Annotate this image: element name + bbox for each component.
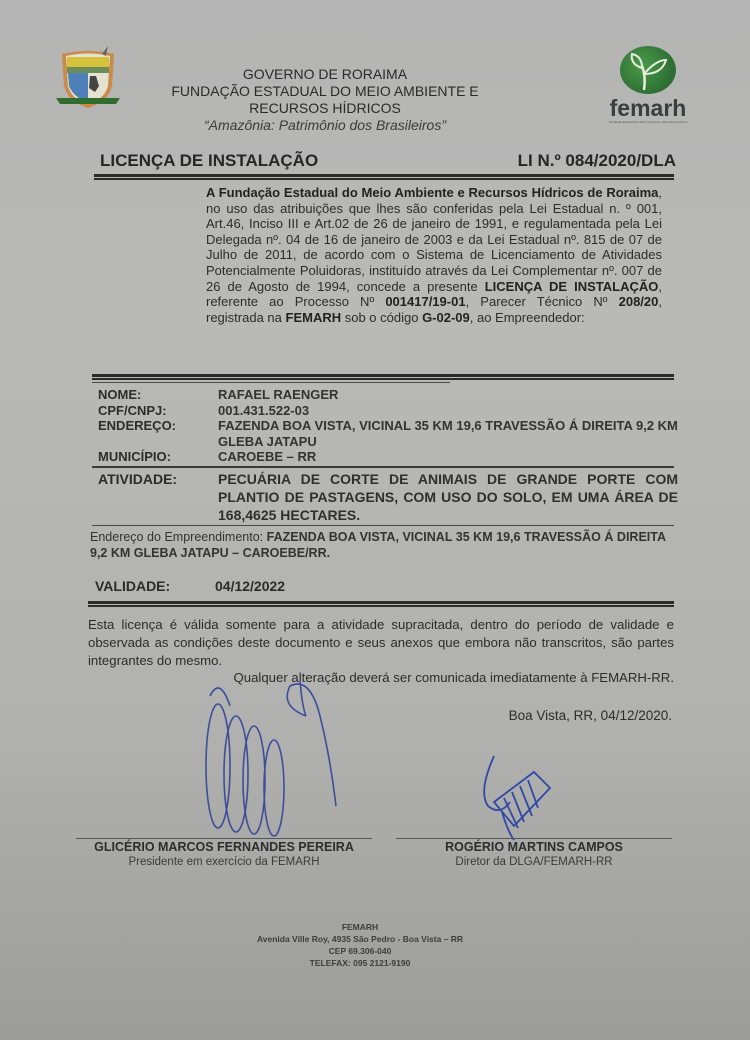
femarh-logo	[596, 46, 700, 130]
site-address	[90, 530, 666, 561]
org-line: GOVERNO DE RORAIMA	[242, 66, 408, 82]
intro-text: , no uso das atribuições que lhes são conferidas pela Lei Estadual n. º 001, Art.46, Inciso III e Art.02 de 26 de janeiro de 1991, e regulamentada pela Lei Delegada nº. 04 de 16 de janeiro de 2003 e da Lei Estadual nº. 815 de 07 de Julho de 2011, de acordo com o Sistema de Licenciamento de Atividades Potencialmente Poluidoras, instituído através da Lei Complementar nº. 007 de 26 de Agosto de 1994, concede a presente	[206, 185, 662, 294]
intro-text: , registrada na	[206, 294, 662, 325]
footer-line: CEP 69.306-040	[328, 946, 392, 956]
entrepreneur-fields	[98, 387, 678, 465]
footer-line: Avenida Ville Roy, 4935 São Pedro - Boa Vista – RR	[256, 934, 464, 944]
field-label: MUNICÍPIO:	[98, 449, 171, 464]
intro-paragraph	[206, 185, 662, 325]
field-label: ATIVIDADE:	[98, 471, 178, 487]
logo-tagline: Fundação Estadual do Meio Ambiente e Recursos Hídricos	[608, 120, 688, 124]
field-name	[98, 387, 678, 403]
field-value: 001.431.522-03	[218, 402, 310, 418]
validity-label: VALIDADE:	[95, 578, 171, 594]
field-value: FAZENDA BOA VISTA, VICINAL 35 KM 19,6 TRAVESSÃO Á DIREITA 9,2 KM GLEBA JATAPU	[218, 418, 678, 449]
signer-role: Presidente em exercício da FEMARH	[128, 856, 320, 868]
fields-top-divider	[92, 374, 674, 380]
footer-line: FEMARH	[341, 922, 379, 932]
field-cpf-cnpj	[98, 403, 678, 419]
signer-director	[396, 840, 672, 868]
validity-date: 04/12/2022	[215, 578, 286, 594]
validity-notice: Esta licença é válida somente para a atividade supracitada, dentro do período de validade e observada as condições deste documento e seus anexos que embora não transcritos, são partes integrantes do mesmo.	[88, 617, 674, 668]
intro-lead: A Fundação Estadual do Meio Ambiente e Recursos Hídricos de Roraima	[206, 185, 659, 200]
field-value: RAFAEL RAENGER	[218, 387, 339, 402]
footer-address	[200, 921, 520, 969]
signature-line-director	[396, 838, 672, 839]
signature-director-icon	[474, 752, 564, 842]
field-value: CAROEBE – RR	[218, 449, 317, 464]
document-title-row	[100, 151, 676, 171]
site-address-label: Endereço do Empreendimento:	[90, 530, 264, 544]
signer-role: Diretor da DLGA/FEMARH-RR	[455, 856, 613, 868]
field-address	[98, 418, 678, 449]
organization-heading	[140, 66, 510, 134]
field-value: PECUÁRIA DE CORTE DE ANIMAIS DE GRANDE PORTE COM PLANTIO DE PASTAGENS, COM USO DO SOLO, EM UMA ÁREA DE 168,4625 HECTARES.	[218, 471, 678, 523]
registration-code: G-02-09	[422, 309, 470, 325]
technical-opinion-number: 208/20	[618, 294, 659, 310]
fields-sub-divider	[92, 382, 450, 383]
motto: “Amazônia: Patrimônio dos Brasileiros”	[204, 117, 446, 133]
activity-top-divider	[92, 466, 674, 468]
validity	[95, 578, 285, 594]
field-label: CPF/CNPJ:	[98, 402, 167, 418]
signature-president-icon	[190, 676, 360, 846]
signer-name: GLICÉRIO MARCOS FERNANDES PEREIRA	[94, 840, 354, 854]
validity-divider	[88, 601, 674, 607]
title-divider	[94, 174, 674, 180]
document-title: LICENÇA DE INSTALAÇÃO	[100, 151, 319, 170]
field-municipality	[98, 449, 678, 465]
intro-text: , Parecer Técnico Nº	[465, 294, 619, 310]
activity-bottom-divider	[92, 525, 674, 526]
signer-name: ROGÉRIO MARTINS CAMPOS	[445, 840, 623, 854]
femarh-leaf-logo-icon	[620, 46, 676, 94]
intro-text: sob o código	[341, 309, 423, 325]
place-and-date: Boa Vista, RR, 04/12/2020.	[508, 708, 672, 723]
roraima-coat-of-arms-icon	[52, 46, 124, 116]
org-line: FUNDAÇÃO ESTADUAL DO MEIO AMBIENTE E	[171, 83, 479, 99]
site-address-value: FAZENDA BOA VISTA, VICINAL 35 KM 19,6 TRAVESSÃO Á DIREITA 9,2 KM GLEBA JATAPU – CAROEBE/RR.	[90, 530, 666, 560]
org-line: RECURSOS HÍDRICOS	[249, 100, 401, 116]
agency-name: FEMARH	[285, 309, 342, 325]
license-number: LI N.º 084/2020/DLA	[517, 151, 676, 170]
intro-text: , ao Empreendedor:	[469, 309, 585, 325]
change-notice: Qualquer alteração deverá ser comunicada imediatamente à FEMARH-RR.	[233, 670, 674, 685]
field-label: ENDEREÇO:	[98, 418, 177, 433]
logo-wordmark: femarh	[609, 95, 687, 121]
field-activity	[98, 470, 678, 524]
field-label: NOME:	[98, 387, 142, 402]
process-number: 001417/19-01	[385, 294, 466, 310]
intro-text: , referente ao Processo Nº	[206, 278, 662, 310]
signature-line-president	[76, 838, 372, 839]
signer-president	[76, 840, 372, 868]
footer-line: TELEFAX: 095 2121-9190	[309, 958, 411, 968]
intro-license: LICENÇA DE INSTALAÇÃO	[484, 278, 659, 294]
